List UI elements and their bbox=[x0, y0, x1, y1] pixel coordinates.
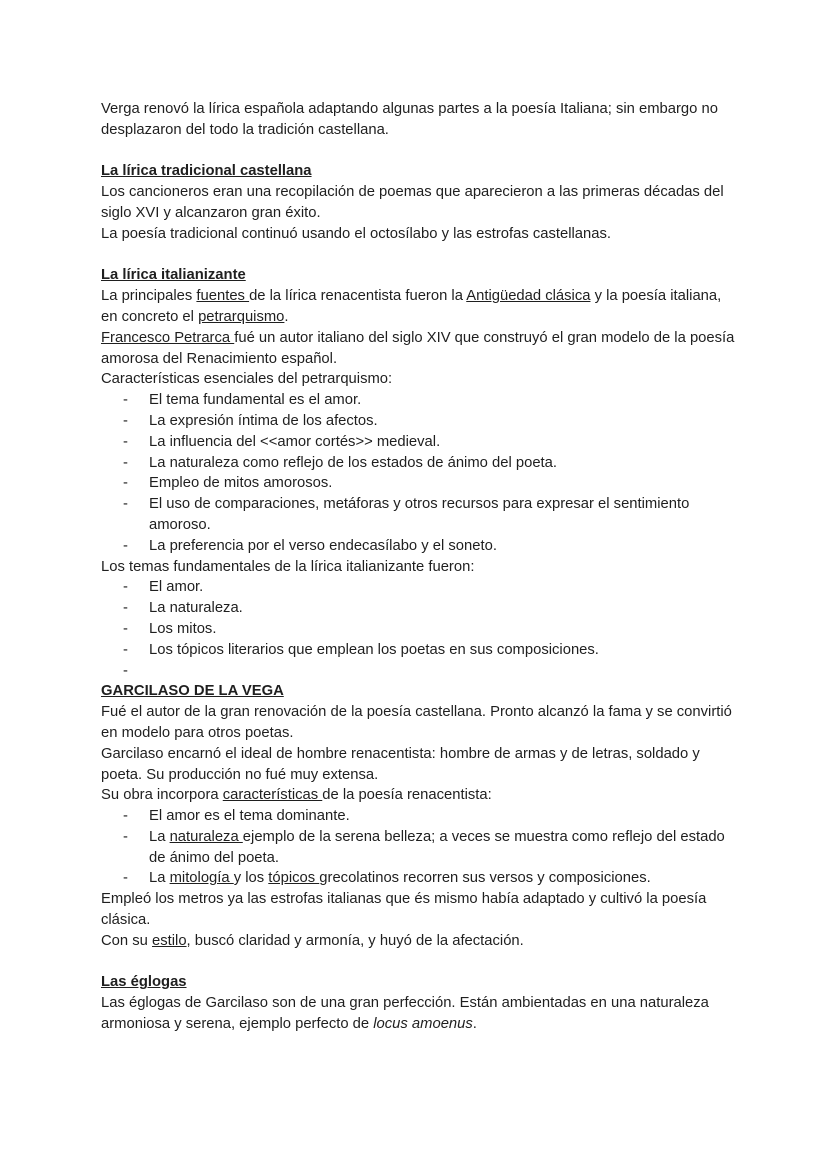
text-run: ejemplo de la serena belleza; a veces se muestra como reflejo del estado de ánimo del poeta. bbox=[149, 828, 725, 866]
list-item: - La naturaleza como reflejo de los estados de ánimo del poeta. bbox=[149, 453, 741, 474]
list-item bbox=[149, 827, 741, 869]
link-petrarquismo[interactable]: petrarquismo bbox=[198, 308, 285, 325]
text-run: de la lírica renacentista fueron la bbox=[249, 288, 467, 305]
link-francesco-petrarca[interactable]: Francesco Petrarca bbox=[101, 329, 235, 346]
garcilaso-list bbox=[101, 806, 741, 889]
text-run: Con su bbox=[101, 932, 152, 949]
link-mitologia[interactable]: mitología bbox=[169, 870, 234, 887]
heading-garcilaso: GARCILASO DE LA VEGA bbox=[101, 683, 284, 700]
link-naturaleza[interactable]: naturaleza bbox=[169, 828, 243, 845]
list-item: - La naturaleza. bbox=[149, 598, 741, 619]
spacer bbox=[101, 141, 741, 162]
text-run: La bbox=[149, 828, 170, 845]
spacer bbox=[101, 952, 741, 973]
tradicional-paragraph-1: Los cancioneros eran una recopilación de poemas que aparecieron a las primeras décadas del siglo XVI y alcanzaron gran éxito. bbox=[101, 184, 724, 221]
text-run: Su obra incorpora bbox=[101, 787, 223, 804]
italianizante-paragraph-1 bbox=[101, 286, 741, 328]
text-run: La principales bbox=[101, 288, 197, 305]
link-caracteristicas[interactable]: características bbox=[222, 787, 323, 804]
list-item: - La preferencia por el verso endecasílabo y el soneto. bbox=[149, 536, 741, 557]
list-item-empty bbox=[149, 661, 741, 682]
text-run: . bbox=[472, 1016, 477, 1033]
link-estilo[interactable]: estilo bbox=[152, 932, 187, 949]
list-item: - La expresión íntima de los afectos. bbox=[149, 411, 741, 432]
heading-lirica-tradicional: La lírica tradicional castellana bbox=[101, 163, 312, 180]
temas-list bbox=[101, 577, 741, 681]
text-run: y los bbox=[233, 870, 269, 887]
text-run: . bbox=[284, 308, 289, 325]
tradicional-paragraph-2: La poesía tradicional continuó usando el octosílabo y las estrofas castellanas. bbox=[101, 225, 611, 242]
text-run: La bbox=[149, 870, 170, 887]
list-item bbox=[149, 868, 741, 889]
text-run: de la poesía renacentista: bbox=[322, 787, 492, 804]
locus-amoenus-italic: locus amoenus bbox=[373, 1016, 473, 1033]
garcilaso-paragraph-1: Fué el autor de la gran renovación de la poesía castellana. Pronto alcanzó la fama y se convirtió en modelo para otros poetas. bbox=[101, 704, 732, 741]
eglogas-paragraph bbox=[101, 993, 741, 1035]
petrarquismo-list bbox=[101, 390, 741, 556]
italianizante-paragraph-2 bbox=[101, 328, 741, 370]
text-run: Las églogas de Garcilaso son de una gran perfección. Están ambientadas en una naturaleza armoniosa y serena, ejemplo perfecto de bbox=[101, 995, 709, 1033]
list-item: - El tema fundamental es el amor. bbox=[149, 390, 741, 411]
petrarquismo-list-intro: Características esenciales del petrarquismo: bbox=[101, 371, 393, 388]
document-page bbox=[101, 99, 741, 1035]
text-run: grecolatinos recorren sus versos y composiciones. bbox=[319, 870, 651, 887]
garcilaso-paragraph-4: Empleó los metros ya las estrofas italianas que és mismo había adaptado y cultivó la poesía clásica. bbox=[101, 891, 707, 929]
heading-eglogas: Las églogas bbox=[101, 974, 187, 991]
list-item: - El amor. bbox=[149, 577, 741, 598]
list-item: - Los mitos. bbox=[149, 619, 741, 640]
text-run: y la poesía italiana, en concreto el bbox=[101, 288, 722, 325]
list-item: - Empleo de mitos amorosos. bbox=[149, 473, 741, 494]
list-item: - Los tópicos literarios que emplean los poetas en sus composiciones. bbox=[149, 640, 741, 661]
text-run: , buscó claridad y armonía, y huyó de la afectación. bbox=[186, 932, 524, 949]
list-item: - La influencia del <<amor cortés>> medieval. bbox=[149, 432, 741, 453]
link-topicos[interactable]: tópicos bbox=[268, 870, 320, 887]
garcilaso-paragraph-5 bbox=[101, 931, 741, 952]
garcilaso-paragraph-2: Garcilaso encarnó el ideal de hombre renacentista: hombre de armas y de letras, soldado y poeta. Su producción no fué muy extensa. bbox=[101, 745, 700, 783]
spacer bbox=[101, 245, 741, 266]
heading-lirica-italianizante: La lírica italianizante bbox=[101, 267, 246, 284]
garcilaso-paragraph-3 bbox=[101, 785, 741, 806]
link-fuentes[interactable]: fuentes bbox=[196, 288, 250, 305]
intro-paragraph: Verga renovó la lírica española adaptando algunas partes a la poesía Italiana; sin embargo no desplazaron del todo la tradición castellana. bbox=[101, 101, 718, 138]
list-item: - El uso de comparaciones, metáforas y otros recursos para expresar el sentimiento amoroso. bbox=[149, 494, 741, 536]
text-run: fué un autor italiano del siglo XIV que construyó el gran modelo de la poesía amorosa del Renacimiento español. bbox=[101, 329, 735, 367]
list-item: - El amor es el tema dominante. bbox=[149, 806, 741, 827]
link-antiguedad-clasica[interactable]: Antigüedad clásica bbox=[466, 288, 591, 305]
temas-list-intro: Los temas fundamentales de la lírica italianizante fueron: bbox=[101, 558, 475, 575]
